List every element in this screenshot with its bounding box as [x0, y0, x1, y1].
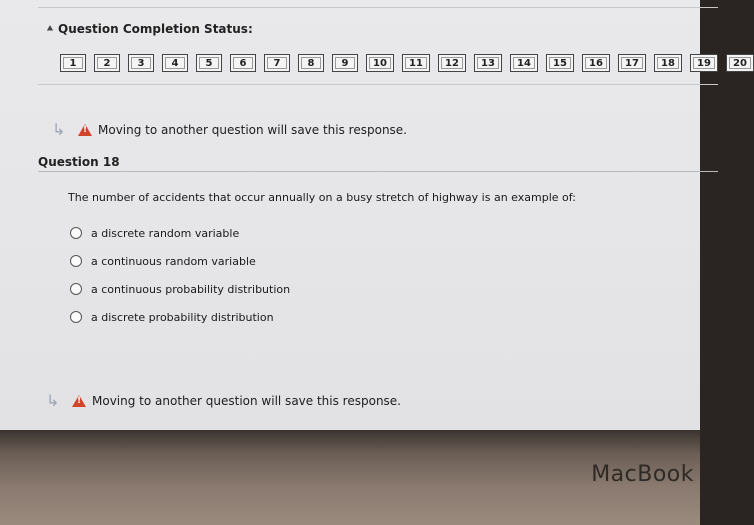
radio-button[interactable] — [70, 311, 82, 323]
radio-button[interactable] — [70, 227, 82, 239]
question-completion-status-panel — [38, 7, 747, 85]
save-notice-text: Moving to another question will save this response. — [98, 122, 407, 137]
question-button-6[interactable]: 6 — [230, 54, 256, 72]
answer-label[interactable]: a discrete probability distribution — [91, 310, 274, 324]
question-button-19[interactable]: 19 — [690, 54, 718, 72]
question-button-3[interactable]: 3 — [128, 54, 154, 72]
return-arrow-icon: ↳ — [46, 391, 60, 410]
macbook-logo-text: MacBook — [591, 462, 694, 487]
question-button-2[interactable]: 2 — [94, 54, 120, 72]
question-button-16[interactable]: 16 — [582, 54, 610, 72]
question-button-18[interactable]: 18 — [654, 54, 682, 72]
question-nav — [60, 54, 754, 72]
question-button-12[interactable]: 12 — [438, 54, 466, 72]
return-arrow-icon: ↳ — [52, 120, 66, 139]
save-notice-text: Moving to another question will save this response. — [92, 393, 401, 408]
question-button-11[interactable]: 11 — [402, 54, 430, 72]
answer-options — [70, 219, 290, 331]
answer-option[interactable] — [70, 303, 290, 331]
answer-label[interactable]: a discrete random variable — [91, 226, 240, 240]
answer-label[interactable]: a continuous probability distribution — [91, 282, 291, 296]
question-button-17[interactable]: 17 — [618, 54, 646, 72]
status-title-row[interactable] — [46, 22, 253, 36]
answer-option[interactable] — [70, 247, 290, 275]
save-notice-bottom — [46, 391, 401, 410]
collapse-icon[interactable]: ⯅ — [46, 23, 54, 35]
question-header: Question 18 — [38, 155, 718, 172]
answer-option[interactable] — [70, 219, 290, 247]
question-button-8[interactable]: 8 — [298, 54, 324, 72]
answer-label[interactable]: a continuous random variable — [91, 254, 256, 268]
radio-button[interactable] — [70, 255, 82, 267]
radio-button[interactable] — [70, 283, 82, 295]
status-title: Question Completion Status: — [58, 22, 253, 36]
question-button-1[interactable]: 1 — [60, 54, 86, 72]
question-button-5[interactable]: 5 — [196, 54, 222, 72]
question-button-15[interactable]: 15 — [546, 54, 574, 72]
question-text: The number of accidents that occur annually on a busy stretch of highway is an example of: — [68, 191, 576, 204]
question-button-4[interactable]: 4 — [162, 54, 188, 72]
question-button-13[interactable]: 13 — [474, 54, 502, 72]
warning-icon — [78, 124, 92, 136]
question-button-10[interactable]: 10 — [366, 54, 394, 72]
save-notice-top — [52, 120, 407, 139]
question-button-14[interactable]: 14 — [510, 54, 538, 72]
question-button-7[interactable]: 7 — [264, 54, 290, 72]
question-button-20[interactable]: 20 — [726, 54, 754, 72]
answer-option[interactable] — [70, 275, 290, 303]
question-button-9[interactable]: 9 — [332, 54, 358, 72]
laptop-bezel — [0, 430, 700, 525]
warning-icon — [72, 395, 86, 407]
